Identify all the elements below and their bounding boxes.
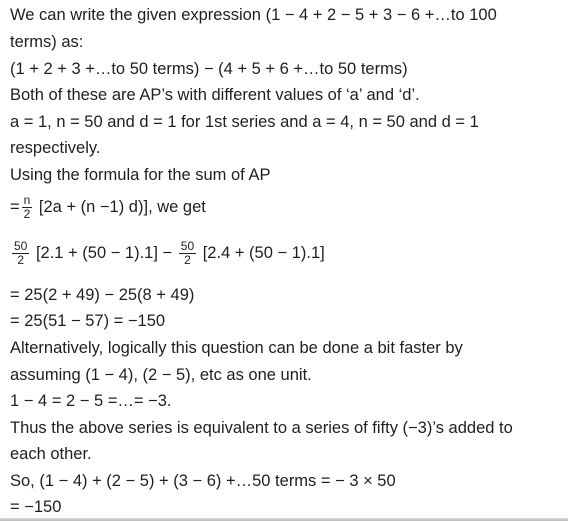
fraction-numerator: 50 (180, 239, 195, 253)
text-line-10: = 25(2 + 49) − 25(8 + 49) (10, 286, 195, 304)
text-line-5: a = 1, n = 50 and d = 1 for 1st series and a = 4, n = 50 and d = 1 (10, 113, 479, 131)
formula-line (10, 194, 206, 221)
fraction-numerator: n (23, 193, 31, 207)
text-line-13: assuming (1 − 4), (2 − 5), etc as one unit. (10, 366, 312, 384)
text-line-18: = −150 (10, 498, 62, 516)
text-line-7: Using the formula for the sum of AP (10, 166, 271, 184)
text-line-11: = 25(51 − 57) = −150 (10, 312, 166, 330)
text-line-6: respectively. (10, 139, 101, 157)
text-line-3: (1 + 2 + 3 +…to 50 terms) − (4 + 5 + 6 +…to 50 terms) (10, 60, 408, 78)
substitution-second-term: [2.4 + (50 − 1).1] (202, 243, 325, 262)
text-line-4: Both of these are AP’s with different values of ‘a’ and ‘d’. (10, 86, 420, 104)
fraction-50-over-2-second (179, 240, 196, 267)
fraction-denominator: 2 (17, 253, 25, 267)
substitution-first-term: [2.1 + (50 − 1).1] − (35, 243, 173, 262)
formula-body: [2a + (n −1) d)], we get (38, 197, 206, 216)
text-line-12: Alternatively, logically this question can be done a bit faster by (10, 339, 463, 357)
text-line-1: We can write the given expression (1 − 4 + 2 − 5 + 3 − 6 +…to 100 (10, 6, 497, 24)
text-line-2: terms) as: (10, 33, 84, 51)
text-line-16: each other. (10, 445, 92, 463)
substitution-line (10, 240, 325, 267)
fraction-50-over-2-first (12, 240, 29, 267)
fraction-n-over-2 (22, 194, 33, 221)
text-line-14: 1 − 4 = 2 − 5 =…= −3. (10, 392, 172, 410)
text-line-15: Thus the above series is equivalent to a series of fifty (−3)’s added to (10, 419, 513, 437)
fraction-denominator: 2 (23, 207, 31, 221)
fraction-denominator: 2 (184, 253, 191, 267)
equals-sign: = (10, 197, 20, 216)
fraction-numerator: 50 (14, 239, 28, 253)
text-line-17: So, (1 − 4) + (2 − 5) + (3 − 6) +…50 terms = − 3 × 50 (10, 472, 396, 490)
